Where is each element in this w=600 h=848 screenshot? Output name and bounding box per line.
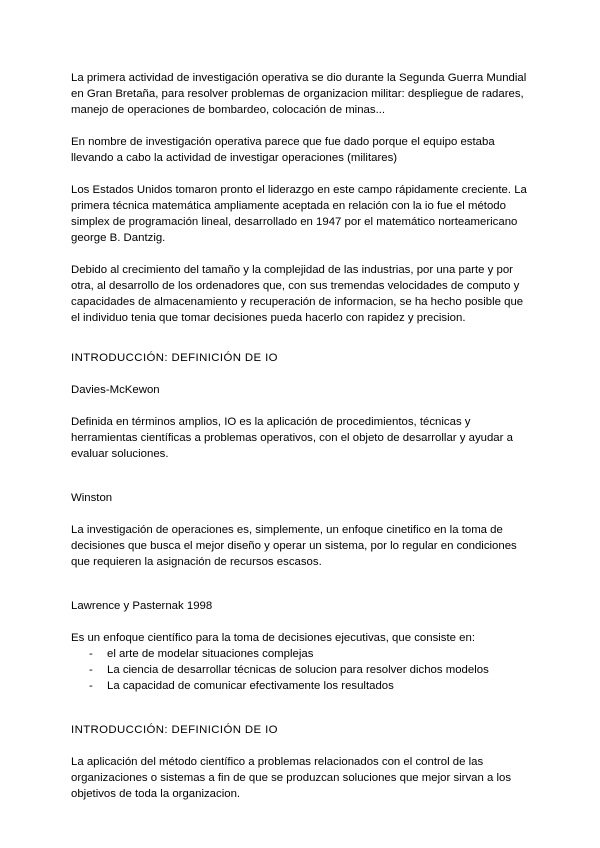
- author-winston: Winston: [71, 492, 113, 504]
- definition-lawrence-intro: Es un enfoque científico para la toma de decisiones ejecutivas, que consiste en:: [71, 632, 475, 644]
- list-item: [89, 678, 529, 694]
- section-heading-definition: INTRODUCCIÓN: DEFINICIÓN DE IO: [71, 352, 278, 364]
- list-item-text: el arte de modelar situaciones complejas: [107, 648, 314, 660]
- section-heading-definition-2: INTRODUCCIÓN: DEFINICIÓN DE IO: [71, 724, 278, 736]
- definition-davies-mckewon: Definida en términos amplios, IO es la aplicación de procedimientos, técnicas y herramientas científicas a problemas operativos, con el objeto de desarrollar y ayudar a evaluar soluciones.: [71, 416, 513, 460]
- paragraph-industry-growth: Debido al crecimiento del tamaño y la complejidad de las industrias, por una parte y por otra, al desarrollo de los ordenadores que, con sus tremendas velocidades de computo y capacidades de almacenamiento y recuperación de informacion, se ha hecho posible que el individuo tenia que tomar decisiones pueda hacerlo con rapidez y precision.: [71, 264, 524, 324]
- definition-scientific-method: La aplicación del método científico a problemas relacionados con el control de las organizaciones o sistemas a fin de que se produzcan soluciones que mejor sirvan a los objetivos de toda la organizacion.: [71, 756, 512, 800]
- list-item: [89, 646, 529, 662]
- list-item: [89, 662, 529, 678]
- paragraph-name-origin: En nombre de investigación operativa parece que fue dado porque el equipo estaba llevando a cabo la actividad de investigar operaciones (militares): [71, 136, 495, 164]
- bullet-dash: -: [89, 648, 93, 660]
- list-item-text: La ciencia de desarrollar técnicas de solucion para resolver dichos modelos: [107, 664, 489, 676]
- definition-winston: La investigación de operaciones es, simplemente, un enfoque cinetifico en la toma de decisiones que busca el mejor diseño y operar un sistema, por lo regular en condiciones que requieren la asignación de recursos escasos.: [71, 524, 517, 568]
- bullet-dash: -: [89, 680, 93, 692]
- bullet-dash: -: [89, 664, 93, 676]
- document-page: [71, 70, 529, 802]
- definition-bullet-list: [71, 646, 529, 694]
- paragraph-usa-leadership: Los Estados Unidos tomaron pronto el liderazgo en este campo rápidamente creciente. La primera técnica matemática ampliamente aceptada en relación con la io fue el método simplex de programación lineal, desarrollado en 1947 por el matemático norteamericano george B. Dantzig.: [71, 184, 527, 244]
- paragraph-history-ww2: La primera actividad de investigación operativa se dio durante la Segunda Guerra Mundial en Gran Bretaña, para resolver problemas de organizacion militar: despliegue de radares, manejo de operaciones de bombardeo, colocación de minas...: [71, 72, 527, 116]
- list-item-text: La capacidad de comunicar efectivamente los resultados: [107, 680, 394, 692]
- author-davies-mckewon: Davies-McKewon: [71, 384, 160, 396]
- author-lawrence-pasternak: Lawrence y Pasternak 1998: [71, 600, 213, 612]
